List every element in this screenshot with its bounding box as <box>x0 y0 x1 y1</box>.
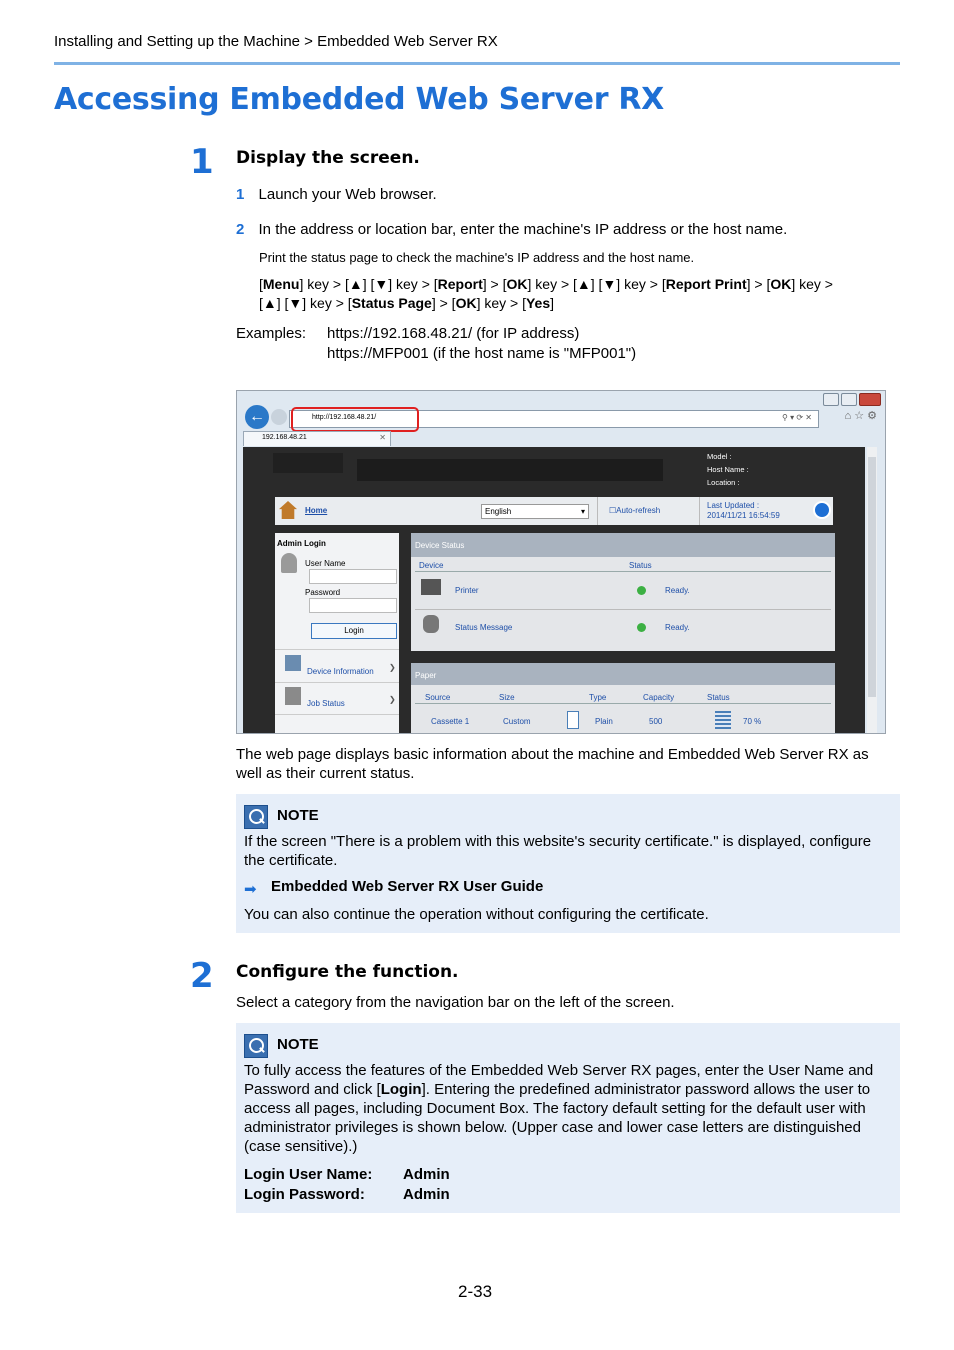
key-name: Yes <box>525 295 551 311</box>
key-text: [▲] [▼] key > [ <box>259 295 352 311</box>
panel-header <box>411 533 835 557</box>
arrow-right-icon: ➡ <box>244 881 257 898</box>
last-updated <box>707 501 780 521</box>
paper-col-source: Source <box>425 693 451 702</box>
chevron-right-icon: ❯ <box>389 663 396 672</box>
left-nav <box>275 533 399 733</box>
substep-number: 1 <box>236 186 245 203</box>
paper-size-icon <box>567 711 579 729</box>
key-text: ] > [ <box>482 276 507 292</box>
login-user-name-label: Login User Name: <box>244 1166 373 1183</box>
paper-title: Paper <box>415 671 437 680</box>
paper-col-size: Size <box>499 693 515 702</box>
auto-refresh-label: Auto-refresh <box>616 506 661 515</box>
model-label: Model : <box>707 452 732 461</box>
note-text <box>244 1061 892 1156</box>
admin-login-title: Admin Login <box>277 539 326 548</box>
location-label: Location : <box>707 478 740 487</box>
password-input[interactable] <box>309 598 397 613</box>
home-star-gear-icons[interactable]: ⌂ ☆ ⚙ <box>844 410 877 422</box>
key-name: OK <box>455 295 477 311</box>
page-title: Accessing Embedded Web Server RX <box>54 82 664 117</box>
description: The web page displays basic information about the machine and Embedded Web Server RX as well as their current status. <box>236 746 869 782</box>
row-printer-status: Ready. <box>665 586 690 595</box>
maximize-icon[interactable] <box>841 393 857 406</box>
last-updated-label: Last Updated : <box>707 501 760 510</box>
key-name: Menu <box>262 276 300 292</box>
divider <box>415 609 831 610</box>
chevron-right-icon: ❯ <box>389 695 396 704</box>
header-block <box>273 453 343 473</box>
note-box <box>236 1023 900 1213</box>
back-icon[interactable]: ← <box>245 405 269 429</box>
paper-size: Custom <box>503 717 531 726</box>
col-device: Device <box>419 561 444 570</box>
divider <box>275 682 399 683</box>
user-name-label: User Name <box>305 559 346 568</box>
scrollbar-thumb[interactable] <box>868 457 876 697</box>
status-ok-icon <box>637 586 646 595</box>
col-status: Status <box>629 561 652 570</box>
job-status-icon <box>285 687 301 705</box>
print-status-note: Print the status page to check the machine's IP address and the host name. <box>259 250 695 265</box>
tab-title: 192.168.48.21 <box>262 434 307 441</box>
divider <box>597 497 598 525</box>
key-name: Status Page <box>351 295 432 311</box>
host-label: Host Name : <box>707 465 749 474</box>
key-name: OK <box>506 276 528 292</box>
browser-screenshot <box>236 390 886 734</box>
note-text-part: ]. Entering the predefined administrator password allows the user to access all pages, including Document Box. The factory default setting for the default user with administrator privileges is shown below. (Upper case and lower case letters are distinguished (case sensitive).) <box>244 1081 871 1155</box>
key-text: ] > [ <box>746 276 771 292</box>
step-number: 1 <box>190 142 214 182</box>
paper-level-icon <box>715 711 731 729</box>
window-controls <box>823 393 881 406</box>
substep-number: 2 <box>236 221 245 238</box>
password-label: Password <box>305 588 341 597</box>
login-password-label: Login Password: <box>244 1186 365 1203</box>
key-sequence: [Menu] key > [▲] [▼] key > [Report] > [OK] key > [▲] [▼] key > [Report Print] > [OK] key > [▲] [▼] key > [Status Page] > [OK] key > [Yes] <box>259 276 833 311</box>
close-icon[interactable] <box>859 393 881 406</box>
login-password-value: Admin <box>403 1186 450 1203</box>
step-number: 2 <box>190 956 214 996</box>
nav-device-information[interactable]: Device Information <box>307 667 374 676</box>
example-host: https://MFP001 (if the host name is "MFP001") <box>327 345 637 362</box>
last-updated-value: 2014/11/21 16:54:59 <box>707 511 780 520</box>
paper-capacity: 500 <box>649 717 663 726</box>
scrollbar[interactable] <box>867 447 877 733</box>
chevron-down-icon: ▾ <box>580 507 585 516</box>
divider <box>415 703 831 704</box>
row-printer-device[interactable]: Printer <box>455 586 479 595</box>
note-label: NOTE <box>277 807 319 824</box>
divider <box>699 497 700 525</box>
refresh-icon[interactable] <box>813 501 831 519</box>
language-select[interactable] <box>481 504 589 519</box>
panel-header <box>411 663 835 685</box>
step-heading: Display the screen. <box>236 148 420 168</box>
examples-label: Examples: <box>236 325 307 342</box>
paper-level: 70 % <box>743 717 762 726</box>
example-ip: https://192.168.48.21/ (for IP address) <box>327 325 580 342</box>
note-icon <box>244 805 268 829</box>
note-text: If the screen "There is a problem with this website's security certificate." is displayed, configure the certificate. <box>244 833 872 869</box>
key-text: ] <box>550 295 555 311</box>
tab-close-icon[interactable]: ✕ <box>379 433 386 442</box>
paper-type: Plain <box>595 717 613 726</box>
user-icon <box>281 553 297 573</box>
paper-col-capacity: Capacity <box>643 693 675 702</box>
address-highlight <box>291 407 419 432</box>
key-name: OK <box>770 276 792 292</box>
user-guide-link[interactable]: Embedded Web Server RX User Guide <box>271 878 544 895</box>
key-text: ] key > [▲] [▼] key > [ <box>527 276 666 292</box>
substep-1 <box>236 185 437 204</box>
auto-refresh-checkbox[interactable]: ☐Auto-refresh <box>609 506 661 515</box>
address-text: http://192.168.48.21/ <box>312 414 377 421</box>
header-block <box>357 459 663 481</box>
breadcrumb: Installing and Setting up the Machine > Embedded Web Server RX <box>54 33 498 50</box>
printer-icon <box>421 579 441 595</box>
nav-job-status[interactable]: Job Status <box>307 699 345 708</box>
device-status-panel <box>411 533 835 651</box>
page-number: 2-33 <box>458 1282 493 1301</box>
browser-tab[interactable] <box>243 431 391 446</box>
row-status-message-device[interactable]: Status Message <box>455 623 513 632</box>
status-ok-icon <box>637 623 646 632</box>
home-icon[interactable] <box>279 501 297 519</box>
divider <box>415 571 831 572</box>
login-user-name-value: Admin <box>403 1166 450 1183</box>
note-text-2: You can also continue the operation without configuring the certificate. <box>244 906 709 923</box>
key-name: Report Print <box>665 276 747 292</box>
paper-col-status: Status <box>707 693 730 702</box>
note-icon <box>244 1034 268 1058</box>
paper-col-type: Type <box>589 693 607 702</box>
key-text: ] key > [▲] [▼] key > [ <box>299 276 438 292</box>
header-rule <box>54 62 900 65</box>
step-text: Select a category from the navigation bar on the left of the screen. <box>236 994 675 1011</box>
key-text: ] key > [ <box>476 295 526 311</box>
divider <box>275 714 399 715</box>
home-link[interactable]: Home <box>305 506 328 515</box>
note-label: NOTE <box>277 1036 319 1053</box>
top-nav <box>275 497 833 525</box>
login-key: Login <box>380 1081 422 1098</box>
device-status-title: Device Status <box>415 541 465 550</box>
language-value: English <box>485 507 512 516</box>
user-name-input[interactable] <box>309 569 397 584</box>
key-name: Report <box>437 276 483 292</box>
web-page <box>243 447 865 733</box>
minimize-icon[interactable] <box>823 393 839 406</box>
row-status-message-status: Ready. <box>665 623 690 632</box>
note-text-part: To fully access the features of the Embedded Web Server RX pages, enter the User Name and Password and click [ <box>244 1062 874 1098</box>
divider <box>275 649 399 650</box>
search-icon[interactable]: ⚲ ▾ ⟳ ✕ <box>782 413 812 422</box>
key-text: ] key > <box>791 276 833 292</box>
paper-source: Cassette 1 <box>431 717 470 726</box>
substep-2 <box>236 220 787 239</box>
substep-text: Launch your Web browser. <box>258 186 437 203</box>
login-button[interactable]: Login <box>311 623 397 639</box>
status-message-icon <box>423 615 439 633</box>
substep-text: In the address or location bar, enter the machine's IP address or the host name. <box>258 221 788 238</box>
note-box <box>236 794 900 933</box>
paper-panel <box>411 663 835 733</box>
device-information-icon <box>285 655 301 671</box>
device-info-header <box>707 450 749 489</box>
forward-icon[interactable] <box>271 409 287 425</box>
key-text: ] > [ <box>431 295 456 311</box>
step-heading: Configure the function. <box>236 962 459 982</box>
